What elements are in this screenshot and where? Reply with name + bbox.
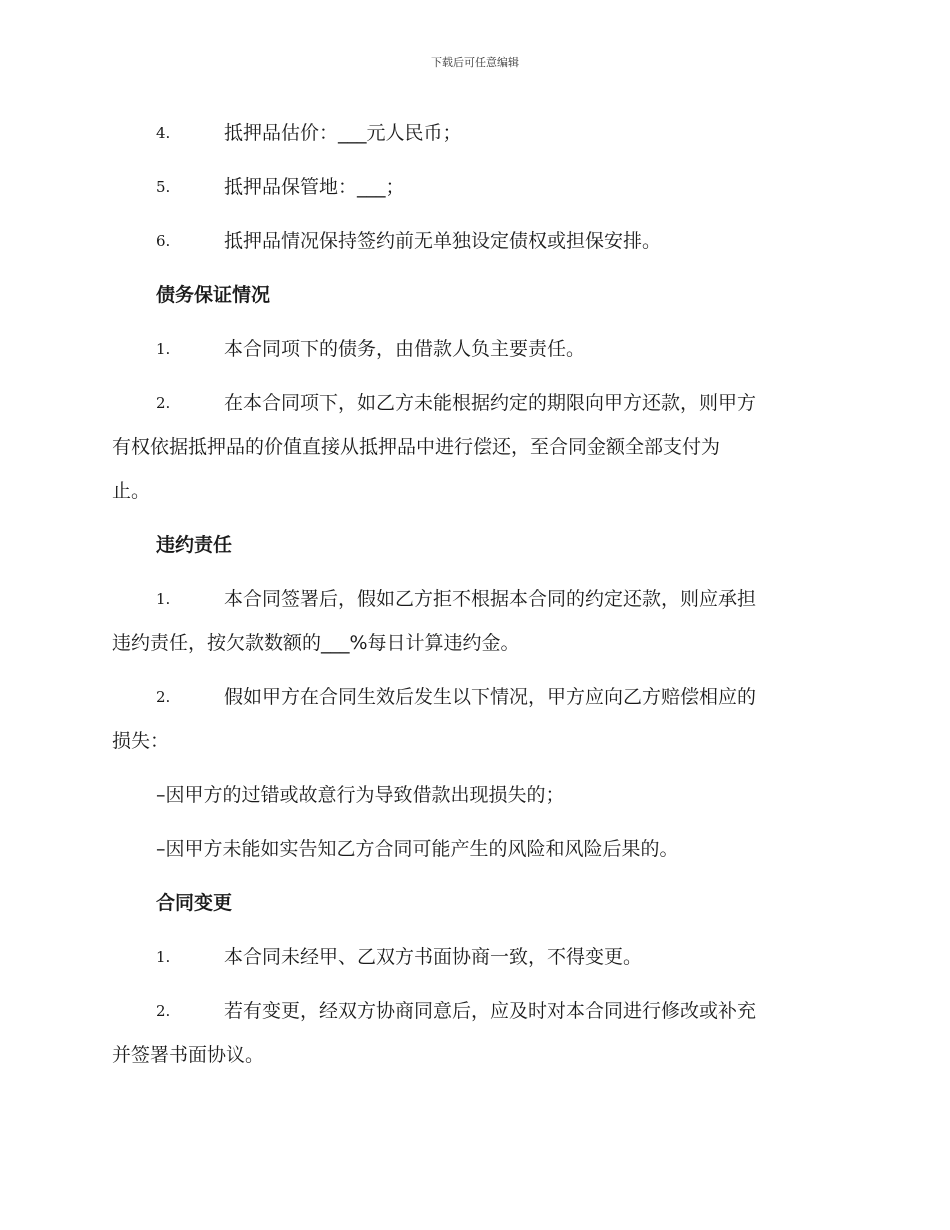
item-text: 若有变更，经双方协商同意后，应及时对本合同进行修改或补充 bbox=[224, 1000, 757, 1022]
item-number: 1. bbox=[156, 590, 171, 608]
list-item bbox=[112, 111, 838, 155]
section-heading: 合同变更 bbox=[156, 892, 233, 914]
item-number: 2. bbox=[156, 688, 171, 706]
item-continuation: 有权依据抵押品的价值直接从抵押品中进行偿还，至合同金额全部支付为 bbox=[112, 436, 721, 458]
list-item bbox=[112, 219, 838, 263]
dash-item: –因甲方的过错或故意行为导致借款出现损失的； bbox=[156, 784, 565, 806]
section-heading: 债务保证情况 bbox=[156, 284, 271, 306]
item-continuation: 并签署书面协议。 bbox=[112, 1044, 265, 1066]
list-item bbox=[112, 675, 838, 719]
item-number: 4. bbox=[156, 124, 171, 142]
header-note: 下载后可任意编辑 bbox=[431, 56, 519, 69]
item-text: 在本合同项下，如乙方未能根据约定的期限向甲方还款，则甲方 bbox=[224, 392, 757, 414]
list-item bbox=[112, 935, 838, 979]
item-continuation: 违约责任，按欠款数额的___%每日计算违约金。 bbox=[112, 632, 520, 654]
item-number: 2. bbox=[156, 1002, 171, 1020]
item-text: 抵押品保管地：___； bbox=[224, 176, 405, 198]
list-item bbox=[112, 989, 838, 1033]
item-text: 抵押品情况保持签约前无单独设定债权或担保安排。 bbox=[224, 230, 662, 252]
item-text: 本合同项下的债务，由借款人负主要责任。 bbox=[224, 338, 586, 360]
dash-item: –因甲方未能如实告知乙方合同可能产生的风险和风险后果的。 bbox=[156, 838, 679, 860]
list-item bbox=[112, 381, 838, 425]
item-number: 1. bbox=[156, 948, 171, 966]
item-number: 1. bbox=[156, 340, 171, 358]
item-text: 本合同未经甲、乙双方书面协商一致，不得变更。 bbox=[224, 946, 643, 968]
item-text: 抵押品估价：___元人民币； bbox=[224, 122, 462, 144]
item-text: 本合同签署后，假如乙方拒不根据本合同的约定还款，则应承担 bbox=[224, 588, 757, 610]
section-heading: 违约责任 bbox=[156, 534, 233, 556]
list-item bbox=[112, 327, 838, 371]
document-body bbox=[112, 111, 838, 1077]
list-item bbox=[112, 165, 838, 209]
item-continuation: 损失： bbox=[112, 730, 170, 752]
item-text: 假如甲方在合同生效后发生以下情况，甲方应向乙方赔偿相应的 bbox=[224, 686, 757, 708]
item-continuation: 止。 bbox=[112, 480, 151, 502]
item-number: 2. bbox=[156, 394, 171, 412]
item-number: 6. bbox=[156, 232, 171, 250]
item-number: 5. bbox=[156, 178, 171, 196]
list-item bbox=[112, 577, 838, 621]
